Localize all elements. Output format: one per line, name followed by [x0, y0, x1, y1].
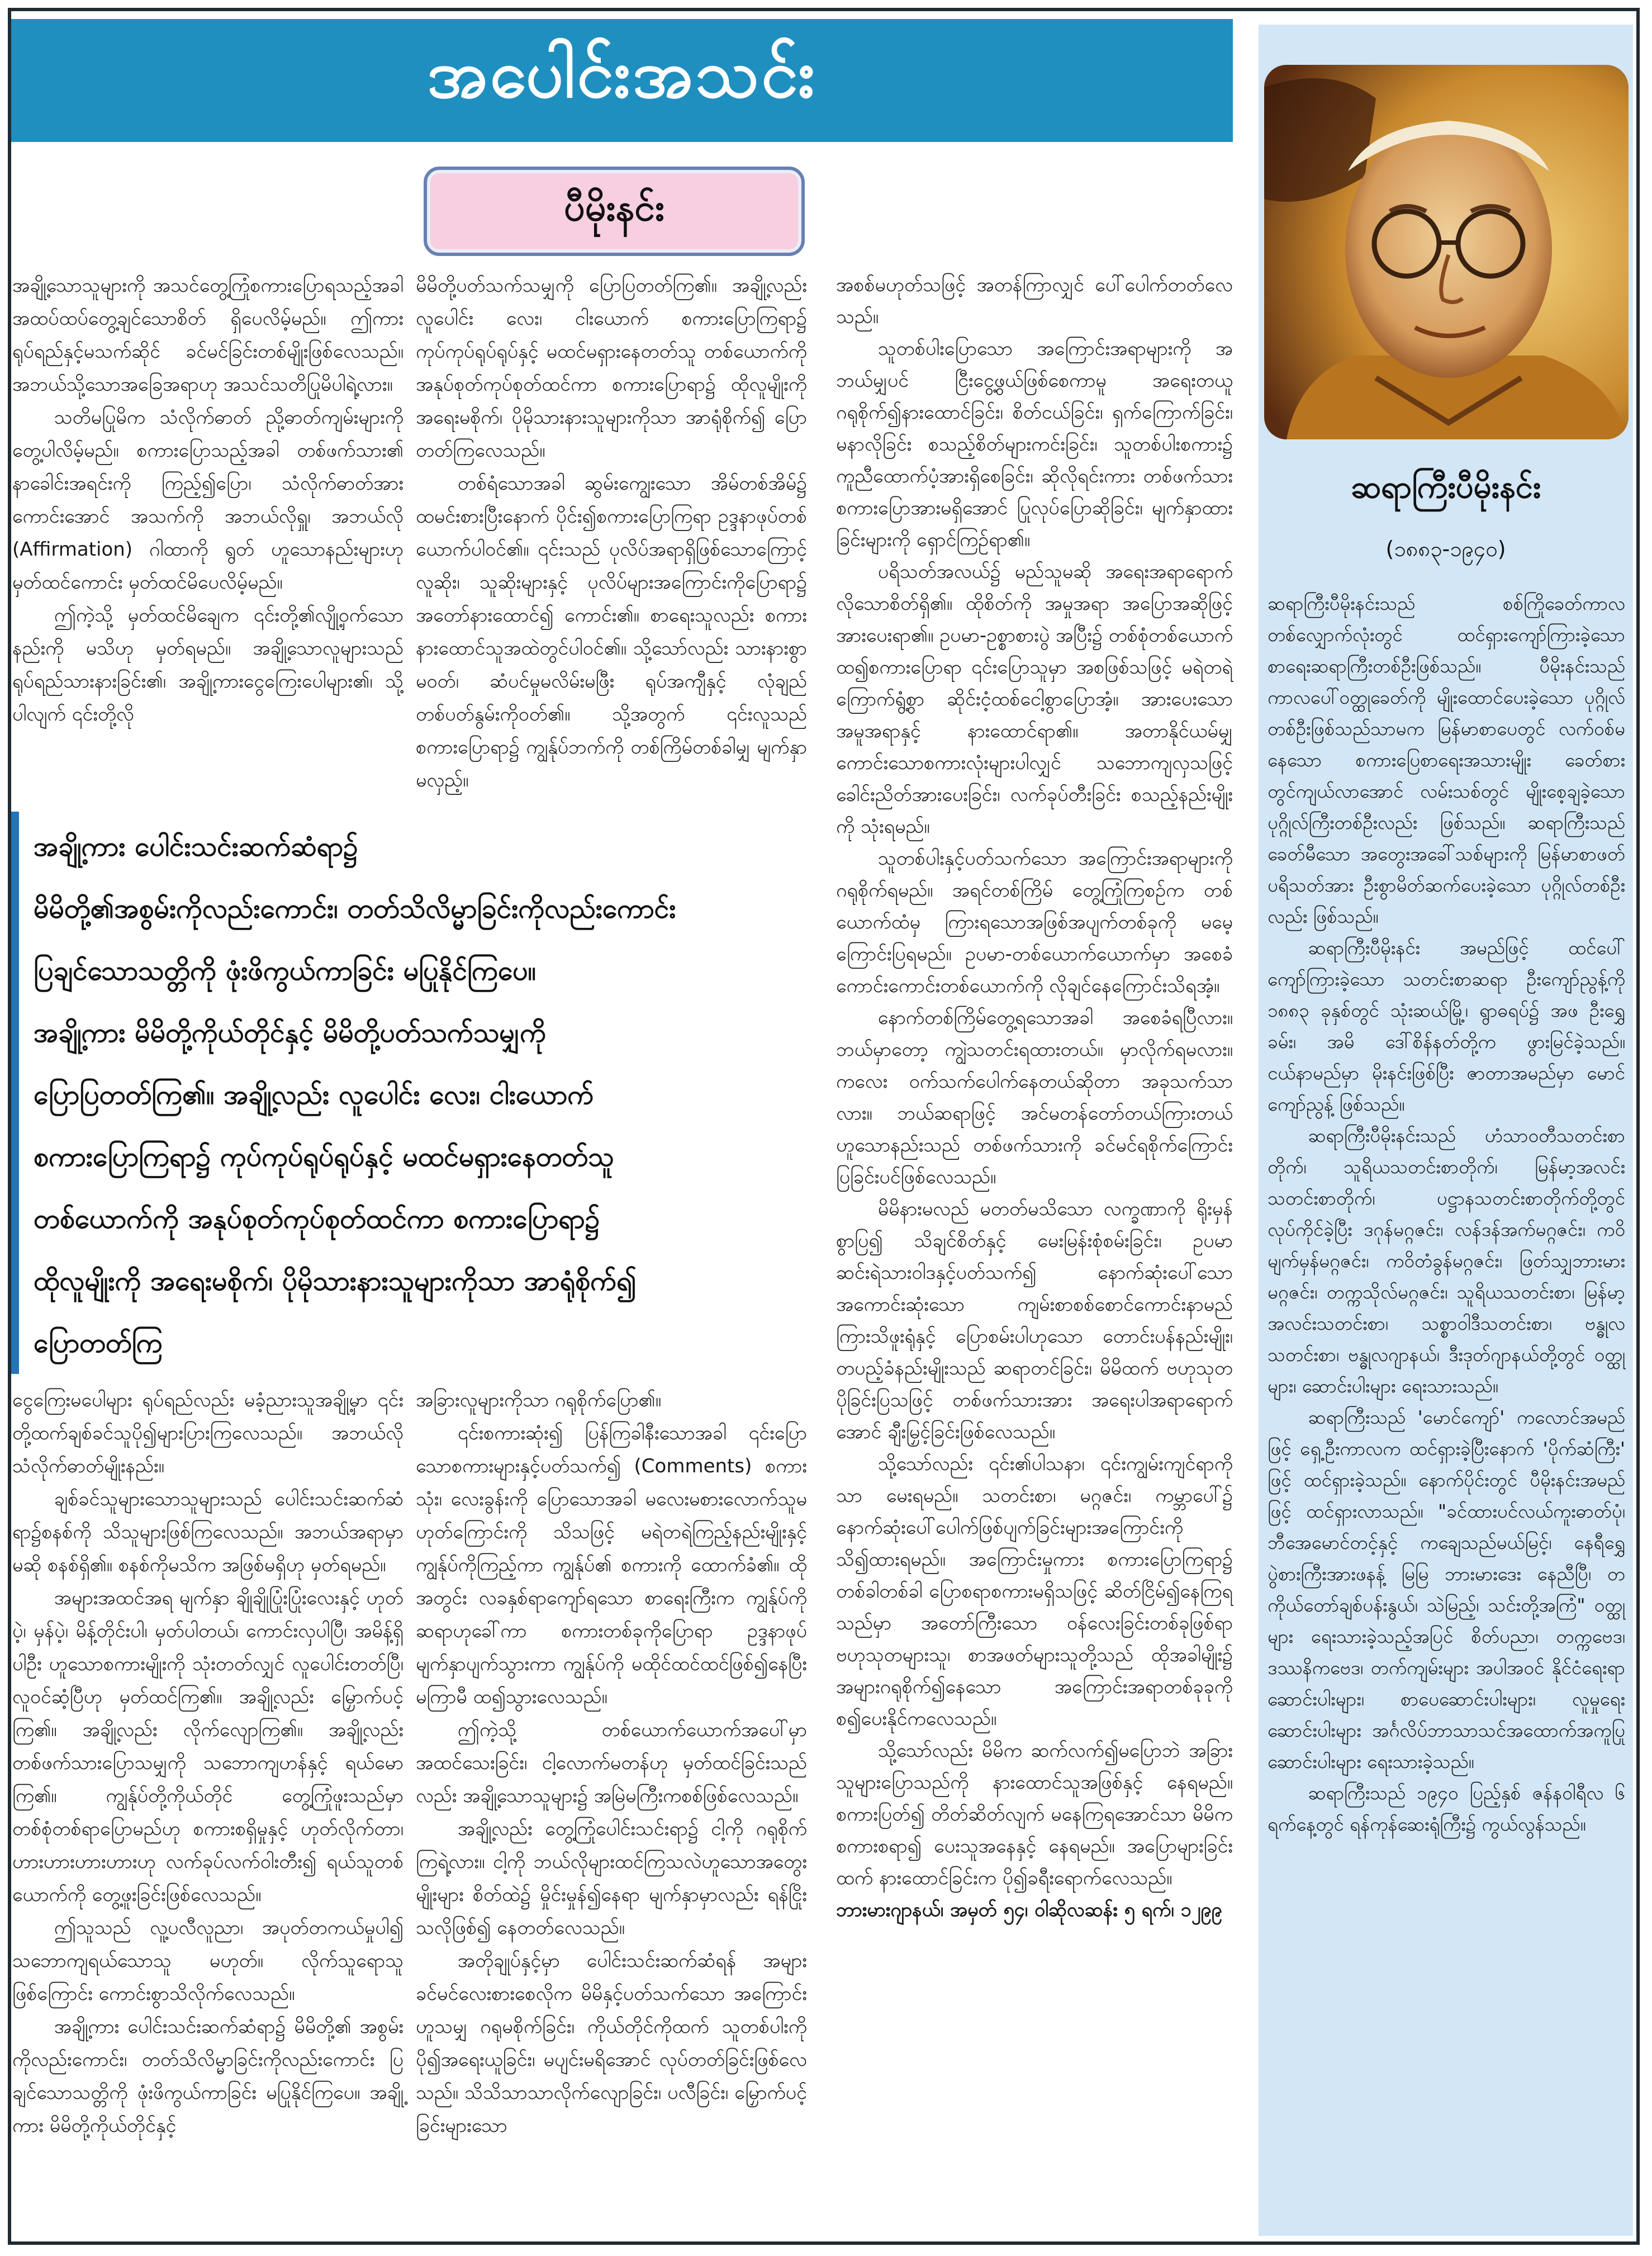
paragraph: မိမိတို့ပတ်သက်သမျှကို ပြောပြတတ်ကြ၏။ အချို့လည်း လူပေါင်း လေး၊ ငါးယောက် စကားပြောကြရာ၌ ကုပ်ကုပ်ရုပ်ရုပ်နှင့် မထင်မရှားနေတတ်သူ တစ်ယောက်ကို အနုပ်စုတ်ကုပ်စုတ်ထင်ကာ စကားပြောရာ၌ ထိုလူမျိုးကို အရေးမစိုက်၊ ပိုမိုသားနားသူများကိုသာ အာရုံစိုက်၍ ပြောတတ်ကြလေသည်။ [416, 274, 807, 462]
paragraph: အချို့ကား ပေါင်းသင်းဆက်ဆံရာ၌ မိမိတို့၏ အစွမ်းကိုလည်းကောင်း၊ တတ်သိလိမ္မာခြင်းကိုလည်းကောင်း ပြချင်သောသတ္တိကို ဖုံးဖိကွယ်ကာခြင်း မပြုနိုင်ကြပေ။ အချို့ကား မိမိတို့ကိုယ်တိုင်နှင့် [12, 2016, 403, 2137]
author-label-box [424, 167, 805, 256]
author-name: ပီမိုးနင်း [564, 186, 664, 229]
pull-quote-line: အချို့ကား မိမိတို့ကိုယ်တိုင်နှင့် မိမိတို့ပတ်သက်သမျှကို [34, 1017, 547, 1049]
bio-paragraph: ဆရာကြီးပီမိုးနင်းသည် ဟံသာဝတီသတင်းစာတိုက်၊ သူရိယသတင်းစာတိုက်၊ မြန်မာ့အလင်းသတင်းစာတိုက်၊ ပဋ္ဌာနသတင်းစာတိုက်တို့တွင် လုပ်ကိုင်ခဲ့ပြီး ဒဂုန်မဂ္ဂဇင်း၊ လန်ဒန်အက်မဂ္ဂဇင်း၊ ကဝိမျက်မှန်မဂ္ဂဇင်း၊ ကဝိတံခွန်မဂ္ဂဇင်း၊ ဖြတ်သျှဘားမားမဂ္ဂဇင်း၊ တက္ကသိုလ်မဂ္ဂဇင်း၊ သူရိယသတင်းစာ၊ မြန်မာ့အလင်းသတင်းစာ၊ သစ္စာဝါဒီသတင်းစာ၊ ဗန္ဓုလသတင်းစာ၊ ဗန္ဓုလဂျာနယ်၊ ဒီးဒုတ်ဂျာနယ်တို့တွင် ဝတ္ထုများ၊ ဆောင်းပါးများ ရေးသားသည်။ [1268, 1125, 1625, 1397]
paragraph: သူတစ်ပါးနှင့်ပတ်သက်သော အကြောင်းအရာများကို ဂရုစိုက်ရမည်။ အရင်တစ်ကြိမ် တွေ့ကြုံကြစဉ်က တစ်ယောက်ထံမှ ကြားရသောအဖြစ်အပျက်တစ်ခုကို မမေ့ကြောင်းပြရမည်။ ဥပမာ-တစ်ယောက်ယောက်မှာ အစေခံကောင်းကောင်းတစ်ယောက်ကို လိုချင်နေကြောင်းသိရအံ့။ [836, 847, 1233, 997]
article-column-2-top [416, 269, 807, 797]
bio-paragraph: ဆရာကြီးပီမိုးနင်းသည် စစ်ကြိုခေတ်ကာလ တစ်လျှောက်လုံးတွင် ထင်ရှားကျော်ကြားခဲ့သော စာရေးဆရာကြီးတစ်ဦးဖြစ်သည်။ ပီမိုးနင်းသည် ကာလပေါ်ဝတ္ထုခေတ်ကို မျိုးထောင်ပေးခဲ့သော ပုဂ္ဂိုလ်တစ်ဦးဖြစ်သည်သာမက မြန်မာစာပေတွင် လက်ဝစ်မနေသော စကားပြေစာရေးအသားမျိုး ခေတ်စားတွင်ကျယ်လာအောင် လမ်းသစ်တွင် မျိုးစေ့ချခဲ့သော ပုဂ္ဂိုလ်ကြီးတစ်ဦးလည်း ဖြစ်သည်။ ဆရာကြီးသည်ခေတ်မီသော အတွေးအခေါ်သစ်များကို မြန်မာစာဖတ်ပရိသတ်အား ဦးစွာမိတ်ဆက်ပေးခဲ့သော ပုဂ္ဂိုလ်တစ်ဦးလည်း ဖြစ်သည်။ [1268, 593, 1625, 927]
paragraph: အစစ်မဟုတ်သဖြင့် အတန်ကြာလျှင် ပေါ်ပေါက်တတ်လေသည်။ [836, 274, 1233, 328]
bio-paragraph: ဆရာကြီးသည် 'မောင်ကျော်' ကလောင်အမည်ဖြင့် ရှေ့ဦးကာလက ထင်ရှားခဲ့ပြီးနောက် 'ပိုက်ဆံကြီး' ဖြင့် ထင်ရှားခဲ့သည်။ နောက်ပိုင်းတွင် ပီမိုးနင်းအမည်ဖြင့် ထင်ရှားလာသည်။ "ခင်ထားပင်လယ်ကူးဓာတ်ပုံ၊ ဘီအေမောင်တင့်နှင့် ကချေသည်မယ်မြင့်၊ နေရီရွှေပွဲစားကြီးအားဖနန့် မြမြ ဘားမားဒေး နေညီပြီ၊ တကိုယ်တော်ချစ်ပန်းနွယ်၊ သဲမြည့်၊ သင်းတို့အကြံ" ဝတ္ထုများ ရေးသားခဲ့သည့်အပြင် စိတ်ပညာ၊ တက္ကဗေဒ၊ ဒဿနိကဗေဒ၊ တက်ကျမ်းများ အပါအဝင် နိုင်ငံရေးရာဆောင်းပါးများ၊ စာပေဆောင်းပါးများ၊ လူမှုရေးဆောင်းပါးများ အင်္ဂလိပ်ဘာသာသင်အထောက်အကူပြု ဆောင်းပါးများ ရေးသားခဲ့သည်။ [1268, 1406, 1625, 1772]
pull-quote-line: အချို့ကား ပေါင်းသင်းဆက်ဆံရာ၌ [34, 831, 358, 862]
section-title: အပေါင်းအသင်း [427, 35, 817, 112]
paragraph: အခြားလူများကိုသာ ဂရုစိုက်ပြော၏။ [416, 1389, 661, 1411]
article-column-1-top [12, 269, 403, 731]
pull-quote-line: မိမိတို့၏အစွမ်းကိုလည်းကောင်း၊ တတ်သိလိမ္မာခြင်းကိုလည်းကောင်း [34, 893, 676, 925]
bio-title: ဆရာကြီးပီမိုးနင်း [1350, 469, 1541, 505]
article-column-3 [836, 269, 1233, 1926]
author-portrait [1264, 65, 1629, 439]
paragraph: တစ်ရံသောအခါ ဆွမ်းကျွေးသော အိမ်တစ်အိမ်၌ ထမင်းစားပြီးနောက် ပိုင်း၍စကားပြောကြရာ ဥဒ္ဒနာဖုပ်တစ်ယောက်ပါဝင်၏။ ၎င်းသည် ပုလိပ်အရာရှိဖြစ်သောကြောင့် လူဆိုး၊ သူဆိုးများနှင့် ပုလိပ်များအကြောင်းကိုပြောရာ၌ အတော်နားထောင်၍ ကောင်း၏။ စာရေးသူလည်း စကားနားထောင်သူအထဲတွင်ပါဝင်၏။ သို့သော်လည်း သားနားစွာမဝတ်၊ ဆံပင်မှုမလိမ်းမဖြီး ရုပ်အကျီနှင့် လုံချည်တစ်ပတ်နွမ်းကိုဝတ်၏။ သို့အတွက် ၎င်းလူသည် စကားပြောရာ၌ ကျွန်ုပ်ဘက်ကို တစ်ကြိမ်တစ်ခါမျှ မျက်နှာမလှည့်။ [416, 472, 807, 792]
paragraph: ဤသူသည် လူ့ပလီလူညာ၊ အပုတ်တကယ်မှုပါ၍ သဘောကျရယ်သောသူ မဟုတ်။ လိုက်သူရောသူဖြစ်ကြောင်း ကောင်းစွာသိလိုက်လေသည်။ [12, 1917, 403, 2005]
article-column-2-bottom [416, 1384, 807, 2143]
pull-quote-line: ထိုလူမျိုးကို အရေးမစိုက်၊ ပိုမိုသားနားသူများကိုသာ အာရုံစိုက်၍ [34, 1266, 637, 1297]
bio-years: (၁၈၈၃-၁၉၄၀) [1385, 537, 1506, 561]
pull-quote-line: တစ်ယောက်ကို အနုပ်စုတ်ကုပ်စုတ်ထင်ကာ စကားပြောရာ၌ [34, 1203, 600, 1235]
paragraph: သို့သော်လည်း မိမိက ဆက်လက်၍မပြောဘဲ အခြားသူများပြောသည်ကို နားထောင်သူအဖြစ်နှင့် နေရမည်။ စကားပြတ်၍ တိတ်ဆိတ်လျက် မနေကြရအောင်သာ မိမိက စကားစရာ၍ ပေးသူအနေနှင့် နေရမည်။ အပြောများခြင်းထက် နားထောင်ခြင်းက ပို၍ခရီးရောက်လေသည်။ [836, 1740, 1233, 1889]
pull-quote-line: ပြချင်သောသတ္တိကို ဖုံးဖိကွယ်ကာခြင်း မပြုနိုင်ကြပေ။ [34, 955, 536, 987]
paragraph: မိမိနားမလည် မတတ်မသိသော လက္ခဏာကို ရိုးမှန်စွာပြ၍ သိချင်စိတ်နှင့် မေးမြန်းစုံစမ်းခြင်း၊ ဥပမာ ဆင်းရဲသားဝါဒနှင့်ပတ်သက်၍ နောက်ဆုံးပေါ်သော အကောင်းဆုံးသော ကျမ်းစာစစ်စောင်ကောင်းနာမည်ကြားသိဖူးရုံနှင့် ပြောစမ်းပါဟုသော တောင်းပန်နည်းမျိုး၊ တပည့်ခံနည်းမျိုးသည် ဆရာတင်ခြင်း၊ မိမိထက် ဗဟုသုတပိုခြင်းပြသဖြင့် တစ်ဖက်သားအား အရေးပါအရာရောက်အောင် ချီးမြှင့်ခြင်းဖြစ်လေသည်။ [836, 1198, 1233, 1443]
paragraph: အတိုချုပ်နှင့်မှာ ပေါင်းသင်းဆက်ဆံရန် အများခင်မင်လေးစားစေလိုက မိမိနှင့်ပတ်သက်သော အကြောင်းဟူသမျှ ဂရုမစိုက်ခြင်း၊ ကိုယ်တိုင်ကိုထက် သူတစ်ပါးကို ပို၍အရေးယူခြင်း၊ မပျင်းမရိအောင် လုပ်တတ်ခြင်းဖြစ်လေသည်။ သိသိသာသာလိုက်လျောခြင်း၊ ပလီခြင်း၊ မြှောက်ပင့်ခြင်းများသော [416, 1950, 807, 2137]
bio-text [1268, 588, 1625, 1840]
section-header-banner [11, 19, 1233, 142]
bio-paragraph: ဆရာကြီးပီမိုးနင်း အမည်ဖြင့် ထင်ပေါ်ကျော်ကြားခဲ့သော သတင်းစာဆရာ ဦးကျော်ညွန့်ကို ၁၈၈၃ ခုနှစ်တွင် သုံးဆယ်မြို့၊ ရွာဓရပ်၌ အဖ ဦးရွှေခမ်း၊ အမိ ဒေါ်စိန်နတ်တို့က ဖွားမြင်ခဲ့သည်။ ငယ်နာမည်မှာ မိုးနင်းဖြစ်ပြီး ဇာတာအမည်မှာ မောင်ကျော်ညွန့် ဖြစ်သည်။ [1268, 937, 1625, 1115]
pull-quote-line: စကားပြောကြရာ၌ ကုပ်ကုပ်ရုပ်ရုပ်နှင့် မထင်မရှားနေတတ်သူ [34, 1141, 614, 1173]
paragraph: အချို့လည်း တွေ့ကြုံပေါင်းသင်းရာ၌ ငါ့ကို ဂရုစိုက်ကြရဲ့လား။ ငါ့ကို ဘယ်လိုများထင်ကြသလဲဟူသောအတွေးမျိုးများ စိတ်ထဲ၌ မှိုင်းမှုန်၍နေရာ မျက်နှာမှာလည်း ရန်ငြိုးသလိုဖြစ်၍ နေတတ်လေသည်။ [416, 1818, 807, 1939]
paragraph: နောက်တစ်ကြိမ်တွေ့ရသောအခါ အစေခံရပြီလား။ ဘယ်မှာတော့ ကျွဲသတင်းရထားတယ်။ မှာလိုက်ရမလား။ ကလေး ဝက်သက်ပေါက်နေတယ်ဆိုတာ အခုသက်သာလား။ ဘယ်ဆရာဖြင့် အင်မတန်တော်တယ်ကြားတယ် ဟူသောနည်းသည် တစ်ဖက်သားကို ခင်မင်ရစိုက်ကြောင်း ပြခြင်းပင်ဖြစ်လေသည်။ [836, 1007, 1233, 1188]
paragraph: အများအထင်အရ မျက်နှာ ချိုချိုပြုံးပြုံးလေးနှင့် ဟုတ်ပဲ့၊ မှန်ပဲ့၊ မိန့်တိုင်းပါ၊ မှတ်ပါတယ်၊ ကောင်းလှပါပြီ၊ အမိန့်ရှိပါဦး ဟူသောစကားမျိုးကို သုံးတတ်လျှင် လူပေါင်းတတ်ပြီ၊ လူဝင်ဆံ့ပြီဟု မှတ်ထင်ကြ၏။ အချို့လည်း မြှောက်ပင့်ကြ၏။ အချို့လည်း လိုက်လျောကြ၏။ အချို့လည်း တစ်ဖက်သားပြောသမျှကို သဘောကျဟန်နှင့် ရယ်မောကြ၏။ ကျွန်ုပ်တို့ကိုယ်တိုင် တွေ့ကြုံဖူးသည်မှာ တစ်စုံတစ်ရာပြောမည်ဟု စကားစရှိမှုနှင့် ဟုတ်လိုက်တာ၊ ဟားဟားဟားဟားဟု လက်ခုပ်လက်ဝါးတီး၍ ရယ်သူတစ်ယောက်ကို တွေ့ဖူးခြင်းဖြစ်လေသည်။ [12, 1587, 403, 1906]
paragraph: ဤကဲ့သို့ တစ်ယောက်ယောက်အပေါ်မှာ အထင်သေးခြင်း၊ ငါ့လောက်မတန်ဟု မှတ်ထင်ခြင်းသည်လည်း အချို့သောသူများ၌ အမြဲမကြီးကစစ်ဖြစ်လေသည်။ [416, 1719, 807, 1807]
paragraph: ငွေကြေးမပေါများ ရုပ်ရည်လည်း မခံ့ညားသူအချို့မှာ ၎င်းတို့ထက်ချစ်ခင်သူပို၍များပြားကြလေသည်။ အဘယ်လို သံလိုက်ဓာတ်မျိုးနည်း။ [12, 1389, 403, 1477]
paragraph: သတိမပြုမိက သံလိုက်ဓာတ် ညို့ဓာတ်ကျမ်းများကို တွေ့ပါလိမ့်မည်။ စကားပြောသည့်အခါ တစ်ဖက်သား၏ နာခေါင်းအရင်းကို ကြည့်၍ပြော၊ သံလိုက်ဓာတ်အားကောင်းအောင် အသက်ကို အဘယ်လိုရှူ၊ အဘယ်လို (Affirmation) ဂါထာကို ရွတ် ဟူသောနည်းများဟု မှတ်ထင်ကောင်း မှတ်ထင်မိပေလိမ့်မည်။ [12, 406, 403, 594]
paragraph: သူတစ်ပါးပြောသော အကြောင်းအရာများကို အဘယ်မျှပင် ငြီးငွေ့ဖွယ်ဖြစ်စေကာမူ အရေးတယူ ဂရုစိုက်၍နားထောင်ခြင်း၊ စိတ်ငယ်ခြင်း၊ ရှက်ကြောက်ခြင်း၊ မနာလိုခြင်း စသည့်စိတ်များကင်းခြင်း၊ သူတစ်ပါးစကား၌ ကူညီထောက်ပံ့အားရှိစေခြင်း၊ ဆိုလိုရင်းကား တစ်ဖက်သား စကားပြောအားမရှိအောင် ပြုလုပ်ပြောဆိုခြင်း၊ မျက်နှာထားခြင်းများကို ရှောင်ကြဉ်ရာ၏။ [836, 338, 1233, 551]
paragraph: အချို့သောသူများကို အသင်တွေ့ကြုံစကားပြောရသည့်အခါ အထပ်ထပ်တွေ့ချင်သောစိတ် ရှိပေလိမ့်မည်။ ဤကား ရုပ်ရည်နှင့်မသက်ဆိုင် ခင်မင်ခြင်းတစ်မျိုးဖြစ်လေသည်။ အဘယ်သို့သောအခြေအရာဟု အသင်သတိပြုမိပါရဲ့လား။ [12, 274, 403, 396]
bio-paragraph: ဆရာကြီးသည် ၁၉၄၀ ပြည့်နှစ် ဇန်နဝါရီလ ၆ ရက်နေ့တွင် ရန်ကုန်ဆေးရုံကြီး၌ ကွယ်လွန်သည်။ [1268, 1782, 1625, 1835]
author-portrait-illustration [1264, 65, 1629, 439]
pull-quote-line: ပြောပြတတ်ကြ၏။ အချို့လည်း လူပေါင်း လေး၊ ငါးယောက် [34, 1079, 594, 1111]
paragraph: ဤကဲ့သို့ မှတ်ထင်မိချေက ၎င်းတို့၏လျို့ဝှက်သောနည်းကို မသိဟု မှတ်ရမည်။ အချို့သောလူများသည် ရုပ်ရည်သားနားခြင်း၏၊ အချို့ကားငွေကြေးပေါများ၏၊ သို့ပါလျက် ၎င်းတို့လို [12, 604, 403, 726]
pull-quote-line: ပြောတတ်ကြ [34, 1328, 163, 1359]
paragraph: သို့သော်လည်း ၎င်း၏ပါသနာ၊ ၎င်းကျွမ်းကျင်ရာကိုသာ မေးရမည်။ သတင်းစာ၊ မဂ္ဂဇင်း၊ ကမ္ဘာပေါ်၌ နောက်ဆုံးပေါ်ပေါက်ဖြစ်ပျက်ခြင်းများအကြောင်းကို သိ၍ထားရမည်။ အကြောင်းမှုကား စကားပြောကြရာ၌ တစ်ခါတစ်ခါ ပြောစရာစကားမရှိသဖြင့် ဆိတ်ငြိမ်၍နေကြရသည်မှာ အတော်ကြီးသော ဝန်လေးခြင်းတစ်ခုဖြစ်ရာ ဗဟုသုတများသူ၊ စာအဖတ်များသူတို့သည် ထိုအခါမျိုး၌ အများဂရုစိုက်၍နေသော အကြောင်းအရာတစ်ခုခုကို စ၍ပေးနိုင်ကလေသည်။ [836, 1453, 1233, 1730]
source-citation: ဘားမားဂျာနယ်၊ အမှတ် ၅၄၊ ဝါဆိုလဆန်း ၅ ရက်၊ ၁၂၉၉ [836, 1899, 1222, 1921]
pull-quote [11, 812, 823, 1374]
paragraph: ပရိသတ်အလယ်၌ မည်သူမဆို အရေးအရာရောက်လိုသောစိတ်ရှိ၏။ ထိုစိတ်ကို အမှုအရာ အပြောအဆိုဖြင့် အားပေးရာ၏။ ဥပမာ-ဥစ္စာစားပွဲ အပြီး၌ တစ်စုံတစ်ယောက် ထ၍စကားပြောရာ ၎င်းပြောသူမှာ အစဖြစ်သဖြင့် မရဲတရဲကြောက်ရွံ့စွာ ဆိုင်းငံ့ထစ်ငေါ့စွာပြောအံ့။ အားပေးသော အမူအရာနှင့် နားထောင်ရာ၏။ အတာနိုင်ယမ်မျှကောင်းသောစကားလုံးများပါလျှင် သဘောကျလှသဖြင့် ခေါင်းညိတ်အားပေးခြင်း၊ လက်ခုပ်တီးခြင်း စသည့်နည်းမျိုးကို သုံးရမည်။ [836, 561, 1233, 838]
article-column-1-bottom [12, 1384, 403, 2143]
paragraph: ချစ်ခင်သူများသောသူများသည် ပေါင်းသင်းဆက်ဆံရာ၌စနစ်ကို သိသူများဖြစ်ကြလေသည်။ အဘယ်အရာမှာမဆို စနစ်ရှိ၏။ စနစ်ကိုမသိက အဖြစ်မရှိဟု မှတ်ရမည်။ [12, 1488, 403, 1576]
paragraph: ၎င်းစကားဆုံး၍ ပြန်ကြခါနီးသောအခါ ၎င်းပြောသောစကားများနှင့်ပတ်သက်၍ (Comments) စကားသုံး၊ လေးခွန်းကို ပြောသောအခါ မလေးမစားလောက်သူမဟုတ်ကြောင်းကို သိသဖြင့် မရဲတရဲကြည့်နည်းမျိုးနှင့် ကျွန်ုပ်ကိုကြည့်ကာ ကျွန်ုပ်၏ စကားကို ထောက်ခံ၏။ ထိုအတွင်း လခနှစ်ရာကျော်ရသော စာရေးကြီးက ကျွန်ုပ်ကို ဆရာဟုခေါ်ကာ စကားတစ်ခုကိုပြောရာ ဥဒ္ဒနာဖုပ်မျက်နှာပျက်သွားကာ ကျွန်ုပ်ကို မထိုင်ထင်ထင်ဖြစ်၍နေပြီး မကြာမီ ထ၍သွားလေသည်။ [416, 1422, 807, 1708]
